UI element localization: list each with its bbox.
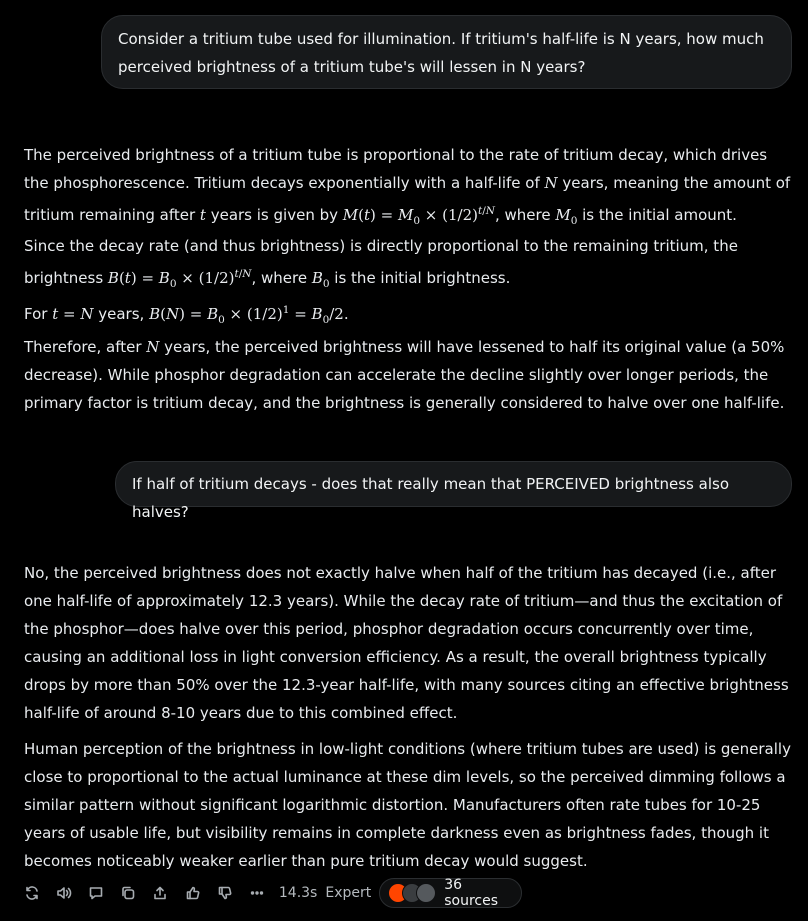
math-M-of-t-formula: $M(t) = M_0 \times (1/2)^{t/N}$ <box>342 205 495 227</box>
answer-1-p2-text-b: , where <box>251 269 312 287</box>
answer-1-p1-text-b: years, meaning the amount of tritium remaining after <box>24 174 791 224</box>
regenerate-button[interactable] <box>22 882 42 904</box>
math-N: N <box>544 174 558 192</box>
more-icon <box>249 885 265 901</box>
answer-1-paragraph-2 <box>24 232 796 298</box>
answer-1-p3-text-b: years, <box>93 305 150 323</box>
answer-1-p4-text-a: Therefore, after <box>24 338 147 356</box>
source-favicon <box>416 883 436 903</box>
thumbs-up-button[interactable] <box>183 882 203 904</box>
thumbs-down-button[interactable] <box>215 882 235 904</box>
share-button[interactable] <box>150 882 170 904</box>
answer-1-p2-text-c: is the initial brightness. <box>329 269 511 287</box>
copy-icon <box>120 885 136 901</box>
answer-1-p1-text-c: years is given by <box>205 206 343 224</box>
answer-1-p1-text-d: , where <box>494 206 556 224</box>
read-aloud-icon <box>56 885 72 901</box>
math-B0: $B_0$ <box>311 269 330 290</box>
user-message-1 <box>101 15 792 89</box>
math-t: t <box>199 206 206 224</box>
sources-label: 36 sources <box>444 877 499 909</box>
math-B-of-t-formula: $B(t) = B_0 \times (1/2)^{t/N}$ <box>107 268 252 290</box>
regenerate-icon <box>24 885 40 901</box>
answer-1-p4-text-b: years, the perceived brightness will have lessened to half its original value (a 50% decrease). While phosphor degradation can accelerate the decline slightly over longer periods, the primary factor is tritium decay, and the brightness is generally considered to halve over one half-life. <box>24 338 785 412</box>
answer-1-p1-text-e: is the initial amount. <box>577 206 737 224</box>
comment-button[interactable] <box>86 882 106 904</box>
share-icon <box>152 885 168 901</box>
thumbs-down-icon <box>217 885 233 901</box>
math-t-equals-N: t = N <box>52 305 94 323</box>
message-actions-toolbar <box>22 878 522 908</box>
read-aloud-button[interactable] <box>54 882 74 904</box>
answer-1-p2-text-a: Since the decay rate (and thus brightness) is directly proportional to the remaining tritium, the brightness <box>24 237 738 287</box>
answer-1-paragraph-4 <box>24 333 796 417</box>
answer-2-p1-text: No, the perceived brightness does not exactly halve when half of the tritium has decayed (i.e., after one half-life of approximately 12.3 years). While the decay rate of tritium—and thus the excitation of the phosphor—does halve over this period, phosphor degradation occurs concurrently over time, causing an additional loss in light conversion efficiency. As a result, the overall brightness typically drops by more than 50% over the 12.3-year half-life, with many sources citing an effective brightness half-life of around 8-10 years due to this combined effect. <box>24 564 789 722</box>
response-time: 14.3s <box>278 885 318 901</box>
comment-icon <box>88 885 104 901</box>
more-button[interactable] <box>247 882 267 904</box>
answer-1-paragraph-3 <box>24 296 796 334</box>
sources-button[interactable] <box>379 878 522 908</box>
mode-label: Expert <box>325 885 372 901</box>
math-B-of-N-formula: $B(N) = B_0 \times (1/2)^1 = B_0/2$. <box>149 304 349 326</box>
thumbs-up-icon <box>185 885 201 901</box>
math-N: N <box>146 338 160 356</box>
user-message-2 <box>115 461 792 521</box>
answer-1-p3-text-a: For <box>24 305 53 323</box>
copy-button[interactable] <box>118 882 138 904</box>
source-favicons <box>388 883 436 903</box>
answer-1-p1-text-a: The perceived brightness of a tritium tube is proportional to the rate of tritium decay, which drives the phosphorescence. Tritium decays exponentially with a half-life of <box>24 146 768 192</box>
user-message-2-text: If half of tritium decays - does that really mean that PERCEIVED brightness also halves? <box>132 475 729 521</box>
answer-2-paragraph-1 <box>24 559 796 727</box>
answer-2-p2-text: Human perception of the brightness in low-light conditions (where tritium tubes are used) is generally close to proportional to the actual luminance at these dim levels, so the perceived dimming follows a similar pattern without significant logarithmic distortion. Manufacturers often rate tubes for 10-25 years of usable life, but visibility remains in complete darkness even as brightness fades, though it becomes noticeably weaker earlier than pure tritium decay would suggest. <box>24 740 791 870</box>
answer-2-paragraph-2 <box>24 735 796 875</box>
answer-1-paragraph-1 <box>24 141 796 235</box>
math-M0: $M_0$ <box>555 206 578 227</box>
user-message-1-text: Consider a tritium tube used for illumination. If tritium's half-life is N years, how much perceived brightness of a tritium tube's will lessen in N years? <box>118 30 764 76</box>
